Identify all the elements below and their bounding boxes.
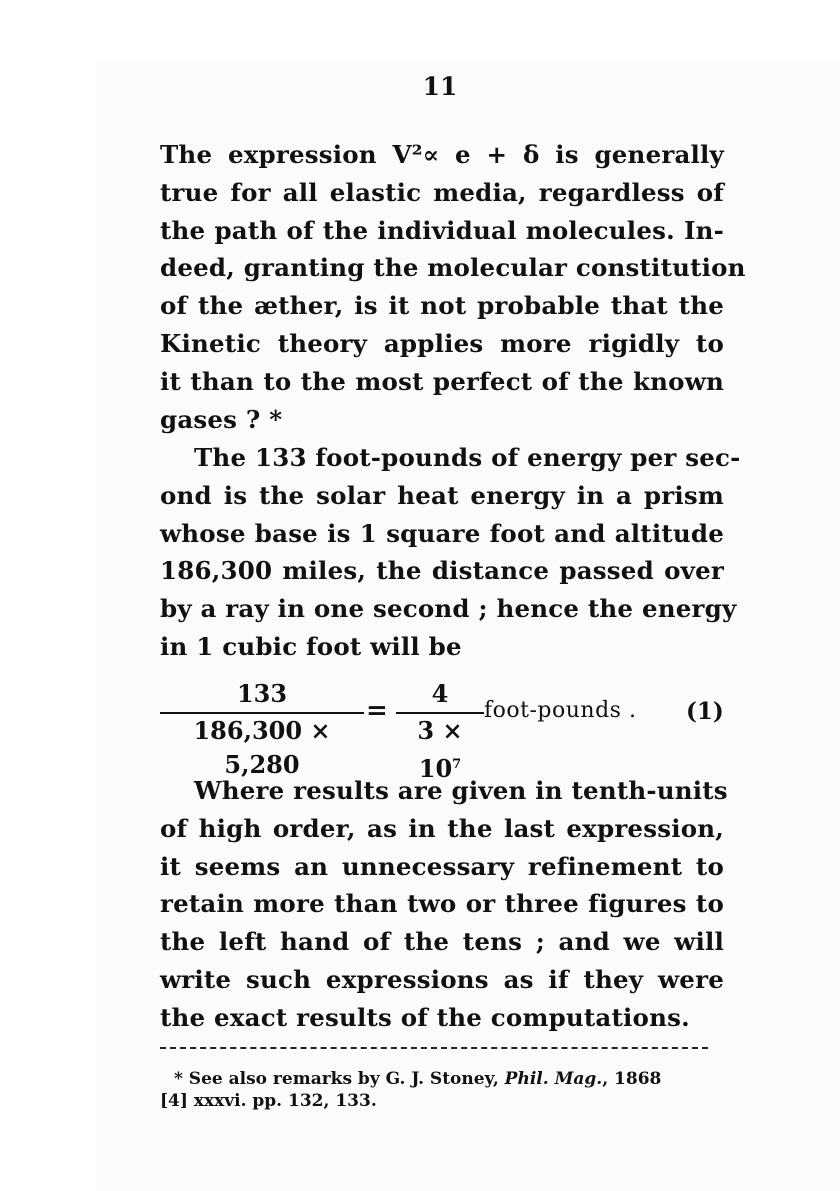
text-line: Where results are given in tenth-units — [194, 776, 728, 805]
text-line: ond is the solar heat energy in a prism — [160, 480, 724, 510]
numerator: 133 — [236, 679, 288, 708]
text-line: 186,300 miles, the distance passed over — [160, 556, 724, 586]
footnote-line — [160, 1068, 720, 1090]
journal-title: Phil. Mag. — [504, 1069, 603, 1089]
footnote-year: , 1868 — [602, 1069, 662, 1089]
text-line: it seems an unnecessary refinement to — [160, 851, 724, 881]
paragraph-expression — [160, 136, 746, 438]
text-line: The expression V²∝ e + δ is generally — [160, 140, 724, 169]
fraction-left — [160, 676, 364, 779]
footnote-prefix: * See also remarks by G. J. Stoney, — [174, 1069, 505, 1089]
footnote-divider — [160, 1047, 708, 1049]
text-line: The 133 foot-pounds of energy per sec- — [194, 443, 741, 472]
text-line: the path of the individual molecules. In- — [160, 215, 724, 245]
text-line: true for all elastic media, regardless of — [160, 177, 724, 207]
page-number: 11 — [422, 72, 458, 101]
text-line: the left hand of the tens ; and we will — [160, 927, 724, 957]
paragraph-solar-energy — [160, 439, 741, 666]
text-line: deed, granting the molecular constitution — [160, 253, 746, 283]
exponent: 7 — [452, 757, 462, 772]
text-line: in 1 cubic foot will be — [160, 631, 462, 661]
footnote — [160, 1068, 720, 1112]
text-line: by a ray in one second ; hence the energy — [160, 594, 737, 624]
unit-label: foot-pounds . — [484, 698, 637, 723]
text-line: Kinetic theory applies more rigidly to — [160, 328, 724, 358]
text-line: the exact results of the computations. — [160, 1002, 690, 1032]
paragraph-tenth-units — [160, 772, 728, 1037]
text-line: it than to the most perfect of the known — [160, 366, 724, 396]
numerator: 4 — [431, 679, 449, 708]
text-line: whose base is 1 square foot and altitude — [160, 518, 724, 548]
footnote-line: [4] xxxvi. pp. 132, 133. — [160, 1091, 377, 1111]
equals-sign: = — [366, 696, 388, 726]
equation-1 — [158, 676, 728, 783]
text-line: retain more than two or three figures to — [160, 889, 724, 919]
text-line: write such expressions as if they were — [160, 964, 724, 994]
equation-number: (1) — [686, 698, 724, 725]
denominator: 186,300 × 5,280 — [193, 716, 331, 779]
text-line: of high order, as in the last expression, — [160, 813, 724, 843]
text-line: of the æther, is it not probable that the — [160, 291, 724, 321]
denominator-base: 3 × 10 — [417, 716, 463, 783]
text-line: gases ? * — [160, 404, 283, 434]
